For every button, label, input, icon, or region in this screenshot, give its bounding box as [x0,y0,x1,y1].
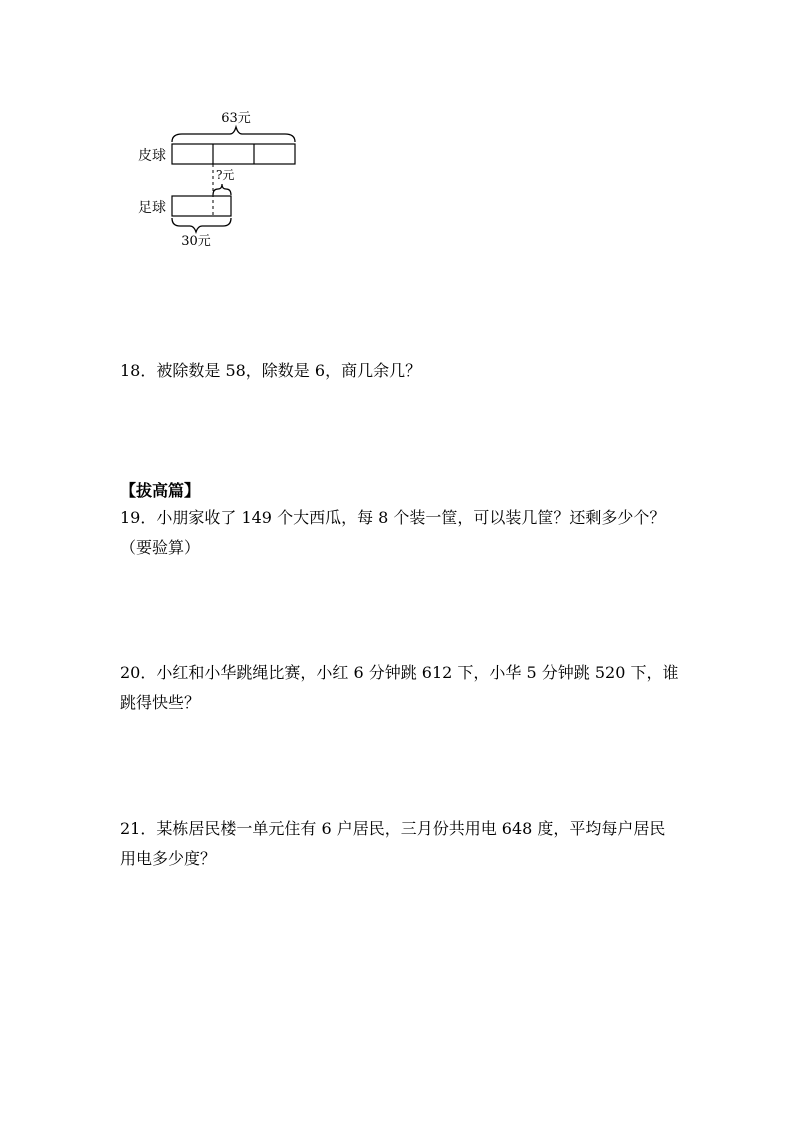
top-total-label: 63元 [221,111,251,126]
question-19: 19．小朋家收了 149 个大西瓜，每 8 个装一筐，可以装几筐？还剩多少个？（要验算） [120,508,666,557]
ball-bar [172,144,295,164]
difference-label: ?元 [216,168,235,182]
bottom-brace [172,218,231,232]
section-title: 【拔高篇】 [120,481,201,500]
difference-brace [213,184,231,195]
diagram-svg [130,105,310,255]
question-21: 21．某栋居民楼一单元住有 6 户居民，三月份共用电 648 度，平均每户居民用电多少度？ [120,819,666,868]
football-label: 足球 [138,200,166,216]
ball-label: 皮球 [138,148,166,164]
line-segment-diagram [130,105,310,255]
bottom-total-label: 30元 [181,234,211,249]
question-18: 18．被除数是 58，除数是 6，商几余几？ [120,361,422,380]
question-20: 20．小红和小华跳绳比赛，小红 6 分钟跳 612 下，小华 5 分钟跳 520 下，谁跳得快些？ [120,663,679,712]
top-brace [172,127,295,142]
football-bar [172,196,231,216]
